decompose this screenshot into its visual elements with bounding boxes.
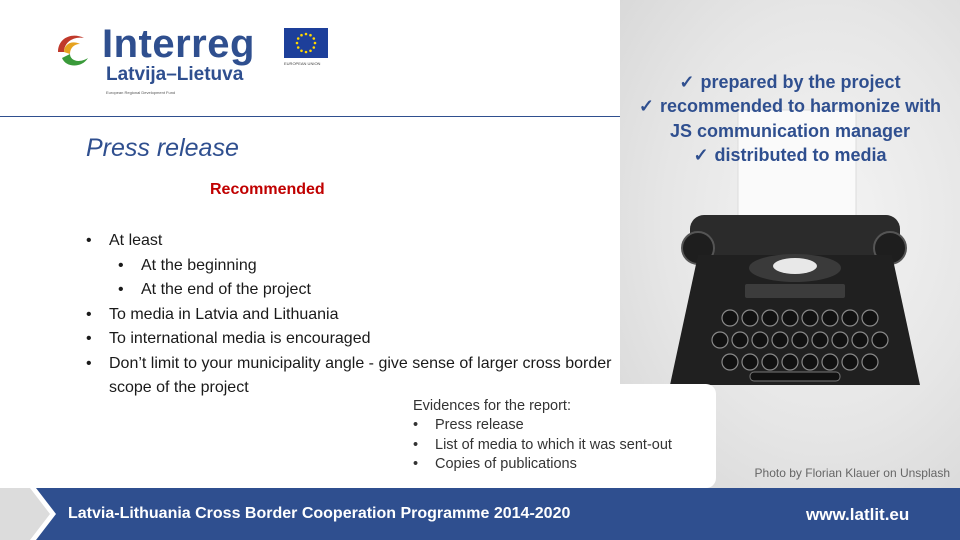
footer-wedge-decoration [0,488,62,540]
list-item: • To media in Latvia and Lithuania [86,303,626,328]
list-subitem: • At the end of the project [86,278,626,303]
footer-programme: Latvia-Lithuania Cross Border Cooperation Programme 2014-2020 [68,505,571,522]
photo-credit: Photo by Florian Klauer on Unsplash [754,466,950,480]
logo-tagline: European Regional Development Fund [106,90,176,95]
evidence-item: • Copies of publications [413,455,716,474]
header-divider [0,116,620,117]
interreg-logo [52,22,342,98]
evidence-box [402,384,716,488]
logo-title: Interreg [102,22,255,66]
checkmark-icon: ✓ [679,72,695,92]
evidence-item: • Press release [413,416,716,435]
checkmark-icon: ✓ [693,144,709,165]
interreg-swirl-icon [52,28,94,70]
checklist-item: ✓ prepared by the project [679,72,901,92]
list-item: • At least [86,229,626,254]
slide-title: Press release [86,134,239,162]
list-item: • Don’t limit to your municipality angle - give sense of larger cross border scope of the project [86,352,626,401]
checklist-item: ✓ distributed to media [693,144,887,165]
slide-subtitle: Recommended [210,181,325,198]
evidence-item: • List of media to which it was sent-out [413,436,716,455]
footer-url-link[interactable]: www.latlit.eu [806,505,910,524]
list-subitem: • At the beginning [86,254,626,279]
eu-flag-icon [284,28,328,58]
checklist-item: ✓ recommended to harmonize with JS communication manager [638,96,942,141]
checkmark-icon: ✓ [638,96,655,117]
list-item: • To international media is encouraged [86,327,626,352]
checklist [628,70,952,167]
recommendation-list [86,229,626,401]
evidence-heading: Evidences for the report: [413,398,571,414]
logo-subtitle: Latvija–Lietuva [106,64,244,85]
eu-caption: EUROPEAN UNION [284,61,321,66]
